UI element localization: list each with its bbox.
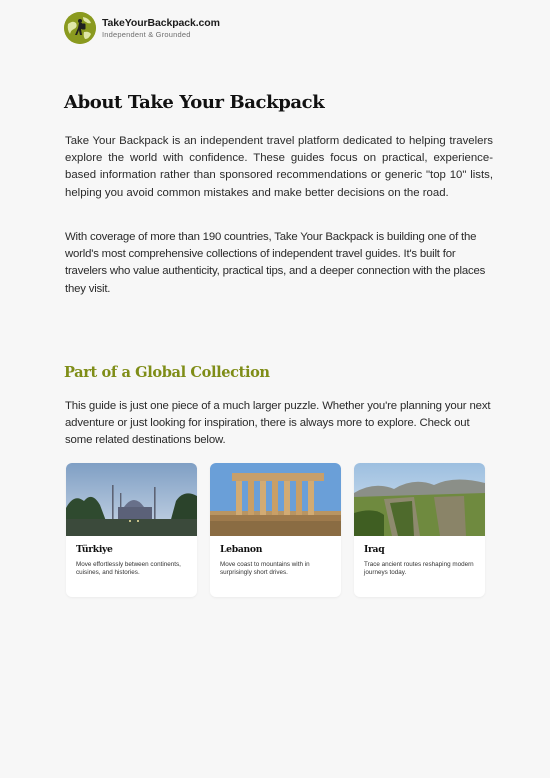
card-description: Move coast to mountains with in surprisingly short drives. [220,561,310,577]
card-description: Trace ancient routes reshaping modern journeys today. [364,561,474,577]
about-title: About Take Your Backpack [64,92,325,113]
destination-card-lebanon[interactable] [210,463,341,597]
roman-temple-ruins-photo [210,463,341,536]
about-paragraph-1: Take Your Backpack is an independent travel platform dedicated to helping travelers explore the world with confidence. These guides focus on practical, experience-based information rather than sponsored recommendations or generic "top 10" lists, helping you avoid common mistakes and make better decisions on the road. [65,135,493,199]
card-title[interactable]: Lebanon [220,544,263,555]
globe-hiker-icon[interactable] [64,12,96,44]
destination-card-turkiye[interactable] [66,463,197,597]
card-title[interactable]: Türkiye [76,544,113,555]
collection-paragraph: This guide is just one piece of a much larger puzzle. Whether you're planning your next adventure or just looking for inspiration, there is always more to explore. Check out some related destinations below. [65,400,491,447]
destination-cards [66,463,485,597]
destination-card-iraq[interactable] [354,463,485,597]
brand [102,18,220,38]
card-title[interactable]: Iraq [364,544,385,555]
card-description: Move effortlessly between continents, cuisines, and histories. [76,561,181,577]
collection-heading: Part of a Global Collection [64,364,270,381]
mountain-canyon-photo [354,463,485,536]
mosque-at-dusk-photo [66,463,197,536]
site-header [64,12,220,44]
brand-name[interactable]: TakeYourBackpack.com [102,17,220,29]
about-paragraph-2: With coverage of more than 190 countries, Take Your Backpack is building one of the world's most comprehensive collections of independent travel guides. It's built for travelers who value authenticity, practical tips, and a deeper connection with the places they visit. [65,231,486,295]
brand-tagline: Independent & Grounded [102,29,191,39]
